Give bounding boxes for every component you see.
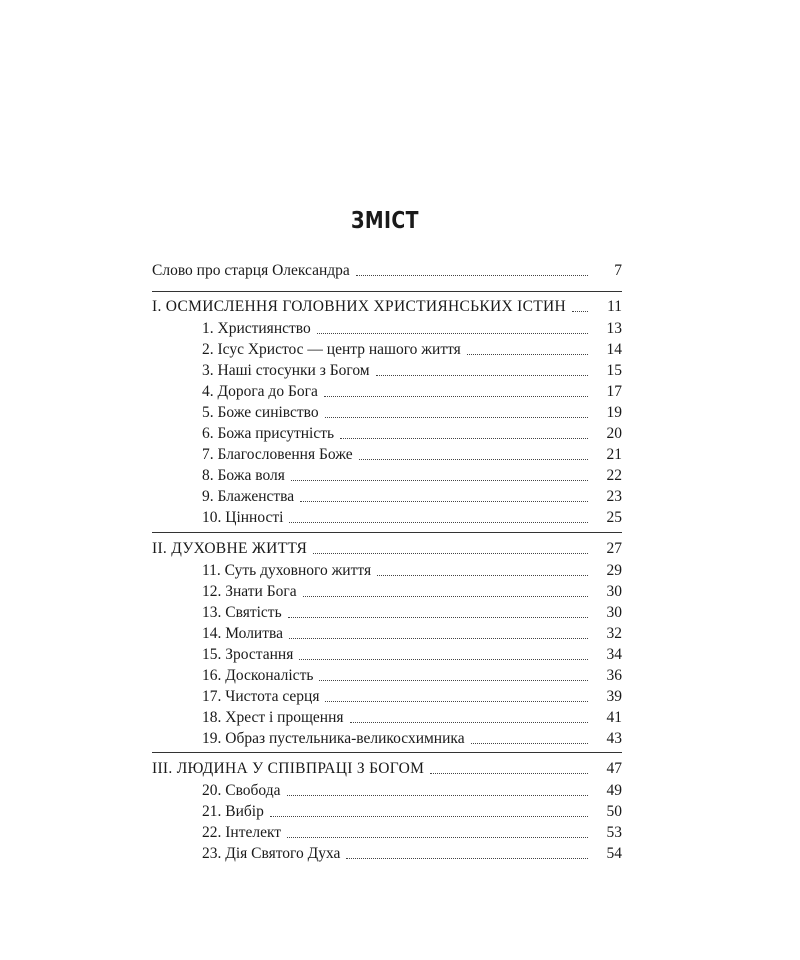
toc-entry[interactable] bbox=[152, 778, 622, 800]
toc-entry-label: 9. Блаженства bbox=[202, 488, 295, 505]
dot-leader bbox=[572, 310, 588, 312]
toc-entry-label: 3. Наші стосунки з Богом bbox=[202, 362, 370, 379]
toc-entry-label: 4. Дорога до Бога bbox=[202, 383, 318, 400]
toc-entry[interactable] bbox=[152, 484, 622, 506]
toc-page-number: 25 bbox=[606, 509, 622, 526]
dot-leader bbox=[324, 395, 588, 397]
toc-section-label: І. ОСМИСЛЕННЯ ГОЛОВНИХ ХРИСТИЯНСЬКИХ ІСТИН bbox=[152, 298, 566, 315]
toc-section-1[interactable] bbox=[152, 294, 622, 316]
dot-leader bbox=[350, 721, 589, 723]
toc-entry-label: 2. Ісус Христос — центр нашого життя bbox=[202, 341, 461, 358]
toc-page-number: 23 bbox=[606, 488, 622, 505]
dot-leader bbox=[376, 374, 588, 376]
section-divider bbox=[152, 291, 622, 292]
toc-page-number: 27 bbox=[606, 540, 622, 557]
toc-entry[interactable] bbox=[152, 442, 622, 464]
toc-page-number: 41 bbox=[606, 709, 622, 726]
toc-entry-label: 19. Образ пустельника-великосхимника bbox=[202, 730, 465, 747]
toc-entry-label: 23. Дія Святого Духа bbox=[202, 845, 341, 862]
toc-page-number: 20 bbox=[606, 425, 622, 442]
toc-page-number: 17 bbox=[606, 383, 622, 400]
toc-entry[interactable] bbox=[152, 337, 622, 359]
toc-section-label: ІІІ. ЛЮДИНА У СПІВПРАЦІ З БОГОМ bbox=[152, 760, 425, 777]
toc-page-number: 7 bbox=[614, 262, 622, 279]
dot-leader bbox=[270, 815, 588, 817]
toc-entry-label: 22. Інтелект bbox=[202, 824, 282, 841]
toc-entry[interactable] bbox=[152, 400, 622, 422]
toc-page-number: 43 bbox=[606, 730, 622, 747]
dot-leader bbox=[325, 700, 588, 702]
toc-entry[interactable] bbox=[152, 379, 622, 401]
dot-leader bbox=[291, 479, 588, 481]
dot-leader bbox=[299, 658, 588, 660]
toc-entry[interactable] bbox=[152, 684, 622, 706]
dot-leader bbox=[359, 458, 588, 460]
toc-page-number: 13 bbox=[606, 320, 622, 337]
toc-entry-label: 21. Вибір bbox=[202, 803, 264, 820]
dot-leader bbox=[346, 857, 588, 859]
toc-entry[interactable] bbox=[152, 621, 622, 643]
toc-entry[interactable] bbox=[152, 820, 622, 842]
toc-entry[interactable] bbox=[152, 558, 622, 580]
dot-leader bbox=[340, 437, 588, 439]
dot-leader bbox=[289, 521, 588, 523]
dot-leader bbox=[303, 595, 588, 597]
toc-entry-label: 17. Чистота серця bbox=[202, 688, 320, 705]
toc-page-number: 19 bbox=[606, 404, 622, 421]
toc-section-3[interactable] bbox=[152, 756, 622, 778]
toc-entry-label: 7. Благословення Боже bbox=[202, 446, 353, 463]
dot-leader bbox=[319, 679, 588, 681]
dot-leader bbox=[313, 552, 588, 554]
dot-leader bbox=[471, 742, 588, 744]
toc-entry[interactable] bbox=[152, 799, 622, 821]
toc-entry-label: 11. Суть духовного життя bbox=[202, 562, 372, 579]
dot-leader bbox=[317, 332, 588, 334]
toc-section-label: ІІ. ДУХОВНЕ ЖИТТЯ bbox=[152, 540, 308, 557]
toc-entry[interactable] bbox=[152, 642, 622, 664]
toc-page-number: 22 bbox=[606, 467, 622, 484]
dot-leader bbox=[300, 500, 588, 502]
dot-leader bbox=[430, 772, 588, 774]
toc-entry[interactable] bbox=[152, 505, 622, 527]
toc-entry-intro[interactable] bbox=[152, 258, 622, 280]
toc-entry-label: 8. Божа воля bbox=[202, 467, 285, 484]
toc-entry[interactable] bbox=[152, 600, 622, 622]
toc-entry-label: 20. Свобода bbox=[202, 782, 281, 799]
toc-entry-label: Слово про старця Олександра bbox=[152, 262, 350, 279]
page-title: ЗМІСТ bbox=[351, 208, 419, 234]
toc-page-number: 36 bbox=[606, 667, 622, 684]
toc-entry-label: 13. Святість bbox=[202, 604, 282, 621]
toc-page-number: 30 bbox=[606, 583, 622, 600]
toc-section-2[interactable] bbox=[152, 536, 622, 558]
toc-page-number: 50 bbox=[606, 803, 622, 820]
toc-page-number: 53 bbox=[606, 824, 622, 841]
toc-entry[interactable] bbox=[152, 705, 622, 727]
dot-leader bbox=[288, 616, 588, 618]
toc-page-number: 54 bbox=[606, 845, 622, 862]
dot-leader bbox=[287, 836, 588, 838]
toc-page-number: 21 bbox=[606, 446, 622, 463]
toc-entry-label: 12. Знати Бога bbox=[202, 583, 297, 600]
toc-entry[interactable] bbox=[152, 316, 622, 338]
dot-leader bbox=[325, 416, 588, 418]
toc-page-number: 15 bbox=[606, 362, 622, 379]
dot-leader bbox=[377, 574, 588, 576]
toc-entry[interactable] bbox=[152, 358, 622, 380]
section-divider bbox=[152, 532, 622, 533]
dot-leader bbox=[287, 794, 588, 796]
toc-page-number: 32 bbox=[606, 625, 622, 642]
toc-entry[interactable] bbox=[152, 421, 622, 443]
toc-entry-label: 16. Досконалість bbox=[202, 667, 314, 684]
dot-leader bbox=[467, 353, 588, 355]
toc-entry-label: 18. Хрест і прощення bbox=[202, 709, 344, 726]
dot-leader bbox=[356, 274, 588, 276]
toc-entry-label: 1. Християнство bbox=[202, 320, 311, 337]
toc-entry-label: 10. Цінності bbox=[202, 509, 284, 526]
section-divider bbox=[152, 752, 622, 753]
dot-leader bbox=[289, 637, 588, 639]
toc-page-number: 29 bbox=[606, 562, 622, 579]
toc-page-number: 34 bbox=[606, 646, 622, 663]
toc-page-number: 49 bbox=[606, 782, 622, 799]
toc-entry[interactable] bbox=[152, 579, 622, 601]
toc-entry[interactable] bbox=[152, 841, 622, 863]
toc-entry-label: 15. Зростання bbox=[202, 646, 294, 663]
toc-entry[interactable] bbox=[152, 663, 622, 685]
toc-page-number: 39 bbox=[606, 688, 622, 705]
toc-entry[interactable] bbox=[152, 726, 622, 748]
toc-page-number: 47 bbox=[606, 760, 622, 777]
toc-entry-label: 6. Божа присутність bbox=[202, 425, 335, 442]
toc-page-number: 30 bbox=[606, 604, 622, 621]
toc-entry[interactable] bbox=[152, 463, 622, 485]
toc-entry-label: 5. Боже синівство bbox=[202, 404, 319, 421]
toc-page-number: 14 bbox=[606, 341, 622, 358]
toc-entry-label: 14. Молитва bbox=[202, 625, 283, 642]
toc-page-number: 11 bbox=[607, 298, 622, 315]
